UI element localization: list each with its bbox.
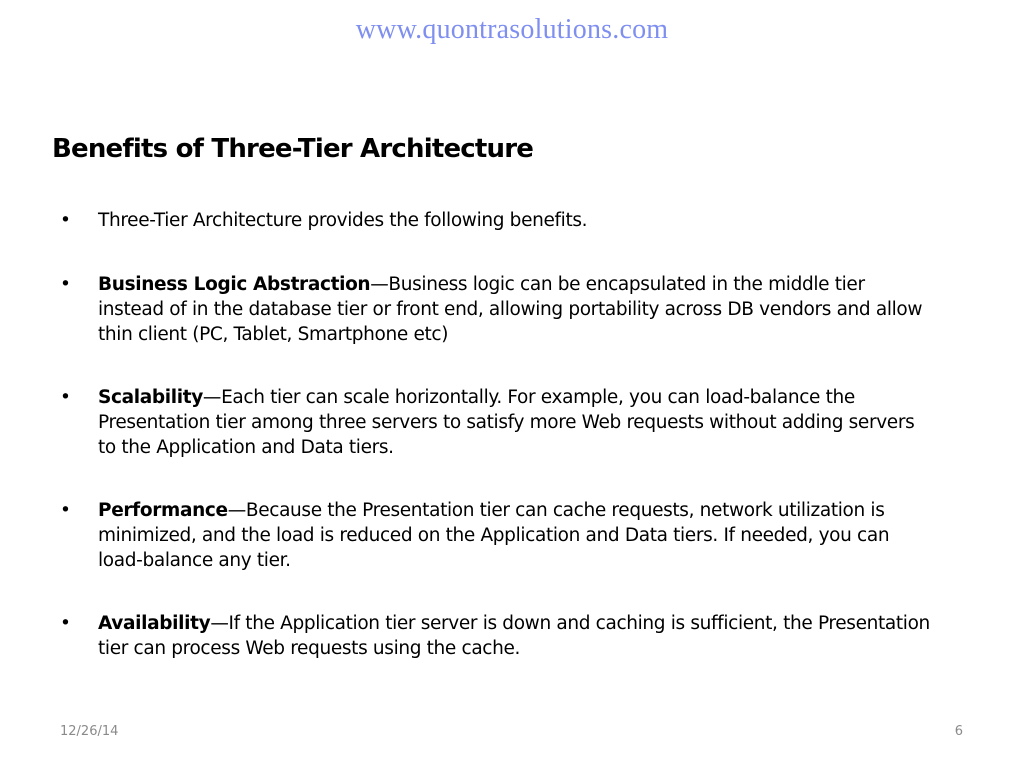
bullet-text: Because the Presentation tier can cache requests, network utilization is minimized, and the load is reduced on the Application and Data tiers. If needed, you can load-balance any tier. <box>98 500 890 571</box>
bullet-business-logic-abstraction <box>60 272 930 347</box>
em-dash: — <box>210 613 229 634</box>
em-dash: — <box>202 387 222 408</box>
bullet-marker: • <box>60 387 71 408</box>
bullet-text: Each tier can scale horizontally. For example, you can load-balance the Presentation tier among three servers to satisfy more Web requests without adding servers to the Application and Data tiers. <box>98 387 915 458</box>
em-dash: — <box>227 500 246 521</box>
bullet-term: Scalability <box>98 387 203 408</box>
bullet-term: Business Logic Abstraction <box>98 274 371 295</box>
bullet-text: Business logic can be encapsulated in the middle tier instead of in the database tier or front end, allowing portability across DB vendors and allow thin client (PC, Tablet, Smartphone etc) <box>98 274 923 345</box>
bullet-marker: • <box>60 274 71 295</box>
page-number: 6 <box>954 724 963 739</box>
slide-title: Benefits of Three-Tier Architecture <box>52 134 534 164</box>
em-dash: — <box>370 274 389 295</box>
bullet-term: Performance <box>98 500 228 521</box>
bullet-marker: • <box>60 500 71 521</box>
bullet-performance <box>60 498 930 573</box>
bullet-marker: • <box>60 210 71 231</box>
bullet-availability <box>60 611 930 661</box>
footer-date: 12/26/14 <box>60 724 119 739</box>
bullet-text: If the Application tier server is down and caching is sufficient, the Presentation tier can process Web requests using the cache. <box>98 613 930 659</box>
bullet-scalability <box>60 385 930 460</box>
bullet-intro <box>60 208 930 233</box>
bullet-marker: • <box>60 613 71 634</box>
website-link[interactable]: www.quontrasolutions.com <box>355 14 669 45</box>
bullet-text: Three-Tier Architecture provides the following benefits. <box>98 210 588 231</box>
bullet-list <box>60 208 930 699</box>
bullet-term: Availability <box>98 613 211 634</box>
